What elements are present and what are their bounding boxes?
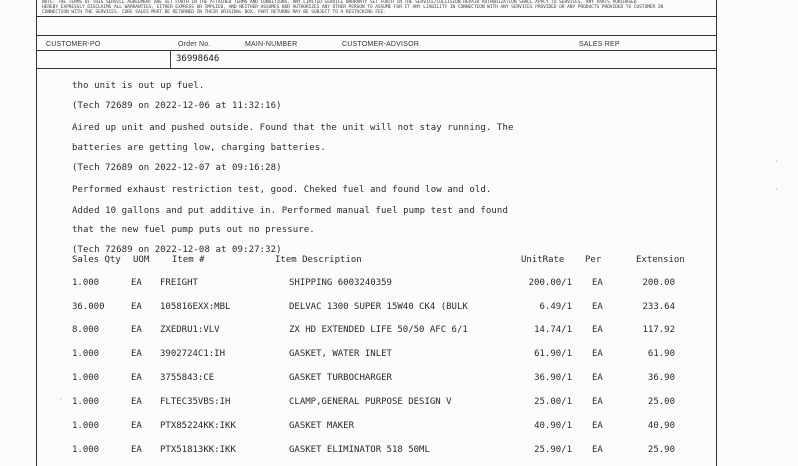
cell-per: EA [592,397,603,407]
cell-per: EA [592,349,603,359]
cell-qty: 8.000 [72,325,100,335]
legal-disclaimer [42,0,710,15]
cell-uom: EA [131,325,142,335]
cell-qty: 1.000 [72,397,100,407]
cell-extension: 40.90 [647,421,675,431]
cell-unit-rate: 14.74/1 [534,325,572,335]
cell-per: EA [592,278,603,288]
note-line: (Tech 72689 on 2022-12-06 at 11:32:16) [72,101,282,111]
cell-qty: 1.000 [72,445,100,455]
legal-line-1: NOTE: THE TERMS OF THIS SERVICE AGREEMENT ARE SET FORTH IN THE ATTACHED TERMS AND CONDITIONS. ANY LIMITED SERVICE WARRANTY SET FORTH IN THE SERVICE/COLLISION REPAIR AUTHORIZATION SHALL APPLY TO SERVICES. ANY PARTS PURCHASED [42,0,637,5]
note-line: Aired up unit and pushed outside. Found that the unit will not stay running. The [72,123,514,133]
cell-uom: EA [131,302,142,312]
cell-qty: 1.000 [72,373,100,383]
cell-per: EA [592,445,603,455]
cell-extension: 233.64 [642,302,675,312]
cell-extension: 25.00 [647,397,675,407]
cell-per: EA [592,421,603,431]
cell-description: DELVAC 1300 SUPER 15W40 CK4 (BULK [289,302,468,312]
cell-description: CLAMP,GENERAL PURPOSE DESIGN V [289,397,452,407]
legal-line-2: HEREBY EXPRESSLY DISCLAIMS ALL WARRANTIES, EITHER EXPRESS OR IMPLIED, AND NEITHER ASSUMES NOR AUTHORIZES ANY OTHER PERSON TO ASSUME FOR IT ANY LIABILITY IN CONNECTION WITH ANY SERVICES PROVIDED OR ANY PRODUCTS PROVIDED TO CUSTOMER IN [42,5,664,10]
header-main-number: MAIN-NUMBER [245,41,298,48]
cell-item: FREIGHT [160,278,198,288]
cell-qty: 36.000 [72,302,105,312]
col-extension: Extension [636,255,685,265]
divider-top [36,16,716,17]
cell-uom: EA [131,349,142,359]
cell-description: ZX HD EXTENDED LIFE 50/50 AFC 6/1 [289,325,468,335]
cell-uom: EA [131,445,142,455]
cell-extension: 200.00 [642,278,675,288]
col-uom: UOM [133,255,150,265]
header-customer-po: CUSTOMER-PO [46,41,101,48]
cell-item: PTX85224KK:IKK [160,421,236,431]
cell-unit-rate: 200.00/1 [528,278,572,288]
cell-unit-rate: 6.49/1 [539,302,572,312]
note-line: batteries are getting low, charging batteries. [72,143,326,153]
cell-per: EA [592,373,603,383]
cell-item: PTX51813KK:IKK [160,445,236,455]
note-line: Performed exhaust restriction test, good. Cheked fuel and found low and old. [72,185,492,195]
col-description: Item Description [275,255,362,265]
scan-mark: · [775,158,779,165]
cell-extension: 25.90 [647,445,675,455]
cell-unit-rate: 25.00/1 [534,397,572,407]
cell-description: GASKET ELIMINATOR 518 50ML [289,445,430,455]
cell-description: GASKET TURBOCHARGER [289,373,392,383]
cell-description: GASKET, WATER INLET [289,349,392,359]
col-per: Per [585,255,602,265]
divider-header-top [36,35,716,36]
cell-per: EA [592,302,603,312]
cell-uom: EA [131,397,142,407]
cell-uom: EA [131,278,142,288]
cell-uom: EA [131,373,142,383]
legal-line-3: CONNECTION WITH THE SERVICES. CORE SALES MUST BE RETURNED IN THEIR ORIGINAL BOX. PART RETURNS MAY BE SUBJECT TO A RESTOCKING FEE. [42,10,386,15]
note-line: (Tech 72689 on 2022-12-07 at 09:16:28) [72,163,282,173]
scan-mark: · [59,396,63,403]
cell-unit-rate: 61.90/1 [534,349,572,359]
col-unit-rate: UnitRate [521,255,565,265]
note-line: (Tech 72689 on 2022-12-08 at 09:27:32) [72,245,282,255]
col-sales-qty: Sales Qty [72,255,121,265]
cell-extension: 117.92 [642,325,675,335]
cell-item: ZXEDRU1:VLV [160,325,220,335]
header-sales-rep: SALES REP [579,41,620,48]
note-line: that the new fuel pump puts out no pressure. [72,225,315,235]
cell-item: 105816EXX:MBL [160,302,231,312]
cell-per: EA [592,325,603,335]
cell-qty: 1.000 [72,349,100,359]
order-number-value: 36998646 [176,54,220,64]
cell-unit-rate: 36.90/1 [534,373,572,383]
cell-item: 3902724C1:IH [160,349,226,359]
cell-description: GASKET MAKER [289,421,355,431]
cell-extension: 36.90 [647,373,675,383]
scan-mark: · [775,186,779,193]
cell-unit-rate: 25.90/1 [534,445,572,455]
divider-header-mid [36,50,716,51]
note-line: Added 10 gallons and put additive in. Performed manual fuel pump test and found [72,206,508,216]
cell-item: 3755843:CE [160,373,215,383]
header-customer-advisor: CUSTOMER-ADVISOR [342,41,419,48]
cell-description: SHIPPING 6003240359 [289,278,392,288]
cell-uom: EA [131,421,142,431]
note-line: tho unit is out up fuel. [72,81,205,91]
cell-item: FLTEC35VBS:IH [160,397,231,407]
cell-unit-rate: 40.90/1 [534,421,572,431]
divider-header-bottom [36,68,716,69]
col-item: Item # [172,255,205,265]
header-order-no: Order No. [178,41,211,48]
order-separator [170,50,171,68]
cell-extension: 61.90 [647,349,675,359]
cell-qty: 1.000 [72,278,100,288]
cell-qty: 1.000 [72,421,100,431]
